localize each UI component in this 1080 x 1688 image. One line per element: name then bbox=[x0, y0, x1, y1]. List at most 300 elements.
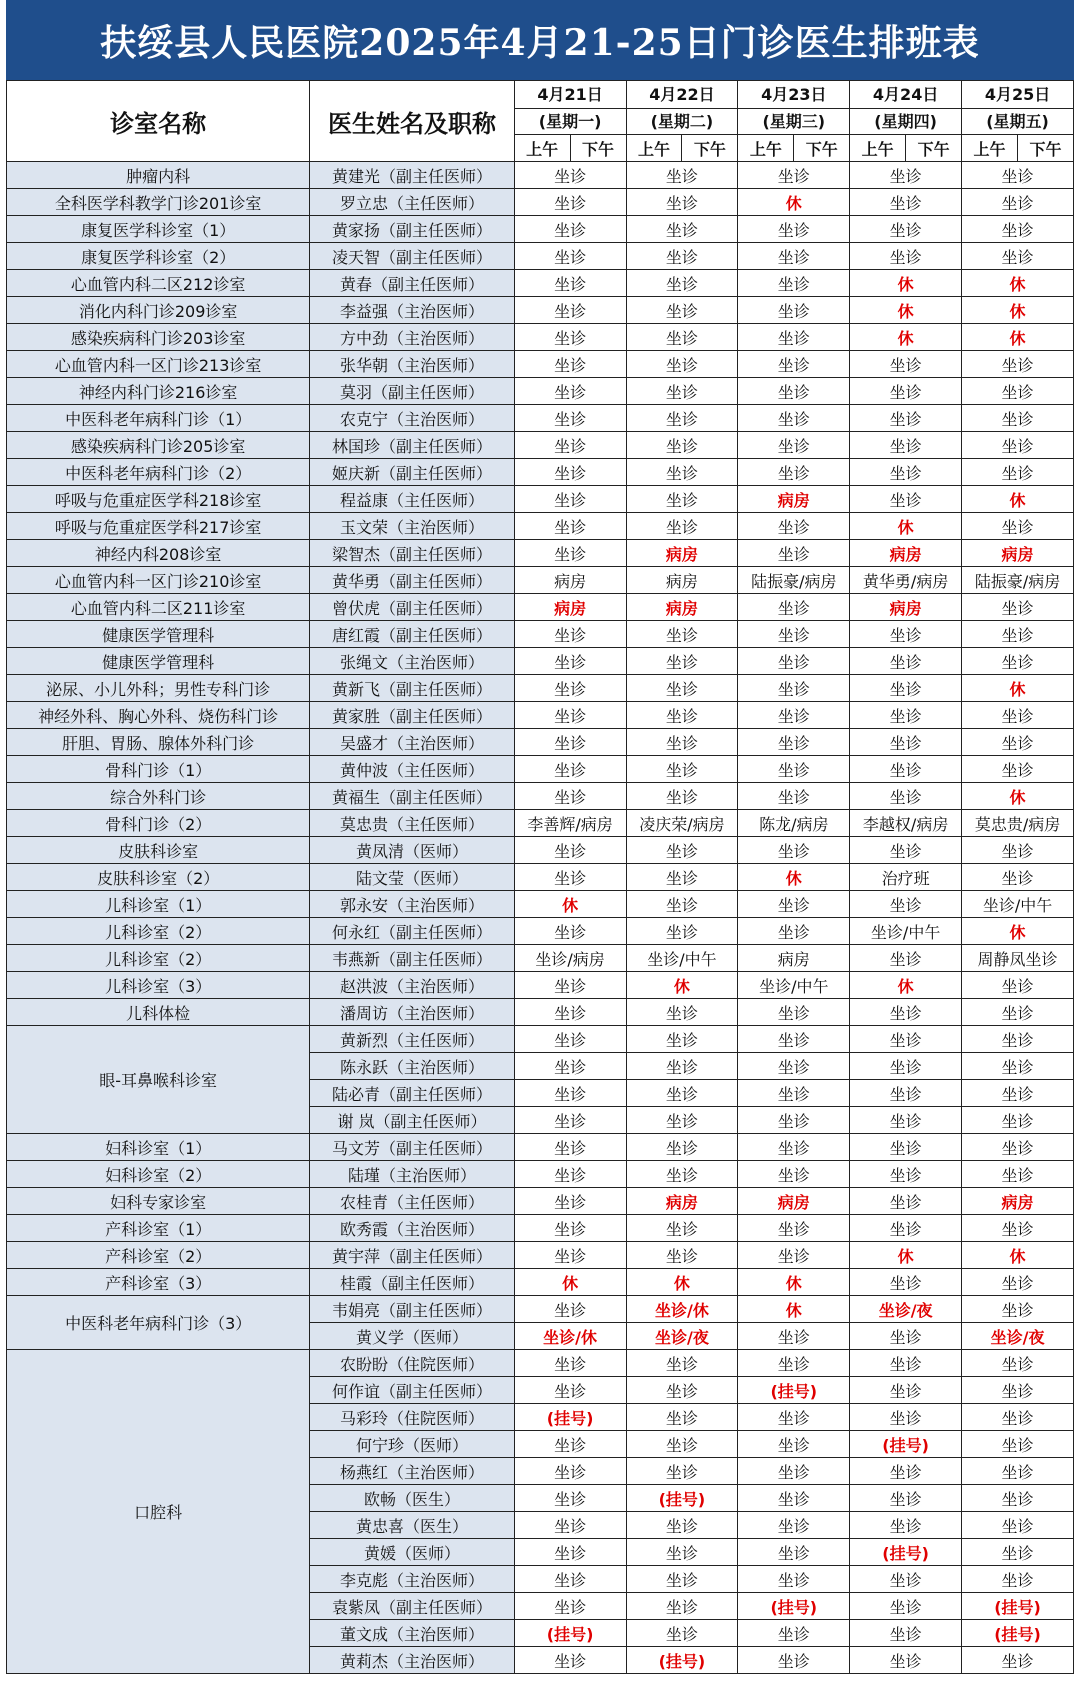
schedule-cell: 坐诊 bbox=[738, 216, 850, 243]
schedule-cell: 坐诊/中午 bbox=[626, 945, 738, 972]
doctor-cell: 杨燕红（主治医师） bbox=[310, 1458, 514, 1485]
doctor-cell: 陆瑾（主治医师） bbox=[310, 1161, 514, 1188]
schedule-cell: 坐诊 bbox=[626, 432, 738, 459]
schedule-cell: 坐诊 bbox=[626, 1593, 738, 1620]
table-row bbox=[7, 486, 1074, 513]
schedule-cell: 坐诊 bbox=[962, 729, 1074, 756]
schedule-cell: 坐诊 bbox=[626, 270, 738, 297]
schedule-cell: 坐诊 bbox=[738, 1566, 850, 1593]
schedule-cell: (挂号) bbox=[962, 1620, 1074, 1647]
schedule-cell: 坐诊 bbox=[738, 1647, 850, 1674]
schedule-cell: 坐诊 bbox=[514, 405, 626, 432]
schedule-cell: 坐诊/夜 bbox=[850, 1296, 962, 1323]
schedule-cell: 休 bbox=[626, 1269, 738, 1296]
schedule-cell: 坐诊 bbox=[850, 1566, 962, 1593]
schedule-cell: 坐诊 bbox=[514, 1134, 626, 1161]
schedule-cell: 坐诊 bbox=[514, 1566, 626, 1593]
table-row bbox=[7, 810, 1074, 837]
dept-cell: 中医科老年病科门诊（3） bbox=[7, 1296, 310, 1350]
doctor-cell: 黄春（副主任医师） bbox=[310, 270, 514, 297]
schedule-cell: 坐诊 bbox=[850, 1404, 962, 1431]
schedule-cell: 坐诊 bbox=[850, 1593, 962, 1620]
schedule-cell: 坐诊 bbox=[738, 999, 850, 1026]
schedule-cell: 坐诊/中午 bbox=[738, 972, 850, 999]
schedule-cell: 休 bbox=[962, 486, 1074, 513]
schedule-cell: 休 bbox=[962, 675, 1074, 702]
schedule-cell: 坐诊 bbox=[850, 1026, 962, 1053]
table-row bbox=[7, 891, 1074, 918]
doctor-cell: 黄宇萍（副主任医师） bbox=[310, 1242, 514, 1269]
table-row bbox=[7, 1188, 1074, 1215]
schedule-cell: 病房 bbox=[962, 1188, 1074, 1215]
schedule-cell: 坐诊 bbox=[514, 837, 626, 864]
day-weekday: (星期一) bbox=[514, 109, 626, 135]
doctor-cell: 罗立忠（主任医师） bbox=[310, 189, 514, 216]
schedule-cell: 坐诊 bbox=[850, 459, 962, 486]
schedule-cell: 休 bbox=[962, 297, 1074, 324]
schedule-cell: 坐诊/中午 bbox=[850, 918, 962, 945]
schedule-cell: 休 bbox=[738, 864, 850, 891]
schedule-cell: 坐诊 bbox=[626, 1161, 738, 1188]
doctor-cell: 李益强（主治医师） bbox=[310, 297, 514, 324]
schedule-cell: 坐诊 bbox=[738, 351, 850, 378]
doctor-cell: 黄媛（医师） bbox=[310, 1539, 514, 1566]
schedule-cell: 坐诊 bbox=[962, 405, 1074, 432]
day-date: 4月24日 bbox=[872, 85, 939, 104]
schedule-cell: 坐诊 bbox=[514, 621, 626, 648]
schedule-cell: 休 bbox=[962, 270, 1074, 297]
table-row bbox=[7, 1026, 1074, 1053]
doctor-cell: 农盼盼（住院医师） bbox=[310, 1350, 514, 1377]
pm-header: 下午 bbox=[906, 135, 962, 162]
schedule-cell: 坐诊 bbox=[514, 675, 626, 702]
schedule-cell: 坐诊 bbox=[514, 513, 626, 540]
table-row bbox=[7, 621, 1074, 648]
dept-cell: 产科诊室（1） bbox=[7, 1215, 310, 1242]
schedule-cell: 病房 bbox=[738, 945, 850, 972]
table-row bbox=[7, 702, 1074, 729]
schedule-cell: (挂号) bbox=[962, 1593, 1074, 1620]
doctor-cell: 黄新飞（副主任医师） bbox=[310, 675, 514, 702]
day-weekday: (星期二) bbox=[626, 109, 738, 135]
table-row bbox=[7, 432, 1074, 459]
table-row bbox=[7, 1350, 1074, 1377]
schedule-cell: 坐诊 bbox=[962, 1053, 1074, 1080]
schedule-cell: 坐诊 bbox=[738, 783, 850, 810]
dept-cell: 产科诊室（3） bbox=[7, 1269, 310, 1296]
schedule-cell: 坐诊 bbox=[850, 1269, 962, 1296]
schedule-cell: 坐诊 bbox=[626, 837, 738, 864]
schedule-cell: 坐诊 bbox=[514, 1242, 626, 1269]
doctor-column-header: 医生姓名及职称 bbox=[310, 81, 514, 162]
schedule-cell: 坐诊 bbox=[514, 189, 626, 216]
schedule-cell: 坐诊/休 bbox=[514, 1323, 626, 1350]
schedule-cell: 坐诊 bbox=[738, 594, 850, 621]
schedule-cell: 坐诊/休 bbox=[626, 1296, 738, 1323]
schedule-cell: 坐诊 bbox=[738, 540, 850, 567]
schedule-cell: 坐诊 bbox=[850, 756, 962, 783]
pm-header: 下午 bbox=[570, 135, 626, 162]
schedule-cell: 坐诊 bbox=[850, 648, 962, 675]
table-row bbox=[7, 648, 1074, 675]
schedule-cell: 休 bbox=[850, 972, 962, 999]
schedule-cell: 坐诊 bbox=[514, 1053, 626, 1080]
schedule-cell: 休 bbox=[962, 918, 1074, 945]
schedule-cell: 坐诊 bbox=[738, 837, 850, 864]
table-row bbox=[7, 297, 1074, 324]
schedule-cell: 坐诊 bbox=[514, 270, 626, 297]
schedule-cell: 病房 bbox=[962, 540, 1074, 567]
schedule-cell: 坐诊 bbox=[626, 756, 738, 783]
schedule-cell: 休 bbox=[962, 324, 1074, 351]
schedule-cell: 坐诊 bbox=[626, 702, 738, 729]
dept-cell: 妇科专家诊室 bbox=[7, 1188, 310, 1215]
schedule-cell: 坐诊 bbox=[514, 486, 626, 513]
table-row bbox=[7, 513, 1074, 540]
schedule-cell: 李越权/病房 bbox=[850, 810, 962, 837]
schedule-cell: 坐诊 bbox=[514, 459, 626, 486]
schedule-cell: 坐诊 bbox=[850, 1458, 962, 1485]
doctor-cell: 黄福生（副主任医师） bbox=[310, 783, 514, 810]
schedule-cell: 病房 bbox=[514, 594, 626, 621]
schedule-cell: 坐诊 bbox=[850, 783, 962, 810]
doctor-cell: 李克彪（主治医师） bbox=[310, 1566, 514, 1593]
doctor-cell: 何宁珍（医师） bbox=[310, 1431, 514, 1458]
dept-cell: 泌尿、小儿外科；男性专科门诊 bbox=[7, 675, 310, 702]
table-row bbox=[7, 945, 1074, 972]
schedule-cell: 坐诊/夜 bbox=[626, 1323, 738, 1350]
doctor-cell: 何作谊（副主任医师） bbox=[310, 1377, 514, 1404]
table-row bbox=[7, 270, 1074, 297]
table-row bbox=[7, 540, 1074, 567]
schedule-cell: 坐诊 bbox=[962, 513, 1074, 540]
doctor-cell: 林国珍（副主任医师） bbox=[310, 432, 514, 459]
schedule-cell: 李善辉/病房 bbox=[514, 810, 626, 837]
schedule-cell: 坐诊 bbox=[626, 1242, 738, 1269]
schedule-cell: 坐诊 bbox=[738, 1107, 850, 1134]
schedule-cell: 坐诊 bbox=[738, 1431, 850, 1458]
day-header bbox=[962, 81, 1074, 109]
schedule-cell: 坐诊 bbox=[850, 1647, 962, 1674]
schedule-cell: 坐诊 bbox=[738, 432, 850, 459]
doctor-cell: 欧秀霞（主治医师） bbox=[310, 1215, 514, 1242]
doctor-cell: 马彩玲（住院医师） bbox=[310, 1404, 514, 1431]
doctor-cell: 韦娟亮（副主任医师） bbox=[310, 1296, 514, 1323]
dept-cell: 骨科门诊（1） bbox=[7, 756, 310, 783]
schedule-cell: 坐诊 bbox=[850, 1350, 962, 1377]
schedule-cell: 坐诊 bbox=[626, 783, 738, 810]
schedule-cell: 坐诊 bbox=[626, 324, 738, 351]
dept-cell: 儿科诊室（3） bbox=[7, 972, 310, 999]
schedule-cell: 坐诊 bbox=[850, 243, 962, 270]
schedule-cell: 坐诊 bbox=[514, 783, 626, 810]
schedule-cell: 休 bbox=[738, 189, 850, 216]
schedule-cell: 坐诊 bbox=[962, 1458, 1074, 1485]
doctor-cell: 董文成（主治医师） bbox=[310, 1620, 514, 1647]
doctor-cell: 张华朝（主治医师） bbox=[310, 351, 514, 378]
dept-cell: 儿科诊室（1） bbox=[7, 891, 310, 918]
dept-cell: 神经内科208诊室 bbox=[7, 540, 310, 567]
schedule-cell: 坐诊/中午 bbox=[962, 891, 1074, 918]
doctor-cell: 欧畅（医生） bbox=[310, 1485, 514, 1512]
doctor-cell: 陈永跃（主治医师） bbox=[310, 1053, 514, 1080]
table-row bbox=[7, 1269, 1074, 1296]
schedule-cell: 坐诊 bbox=[514, 1377, 626, 1404]
dept-cell: 健康医学管理科 bbox=[7, 621, 310, 648]
schedule-cell: 坐诊 bbox=[962, 1566, 1074, 1593]
schedule-cell: 坐诊 bbox=[514, 1512, 626, 1539]
doctor-cell: 农克宁（主治医师） bbox=[310, 405, 514, 432]
schedule-cell: 坐诊 bbox=[850, 405, 962, 432]
schedule-cell: 黄华勇/病房 bbox=[850, 567, 962, 594]
schedule-cell: 坐诊 bbox=[962, 1431, 1074, 1458]
doctor-cell: 梁智杰（副主任医师） bbox=[310, 540, 514, 567]
day-header bbox=[514, 81, 626, 109]
schedule-cell: 坐诊 bbox=[962, 1080, 1074, 1107]
doctor-cell: 黄义学（医师） bbox=[310, 1323, 514, 1350]
doctor-cell: 韦燕新（副主任医师） bbox=[310, 945, 514, 972]
schedule-cell: 坐诊 bbox=[626, 1431, 738, 1458]
schedule-cell: 坐诊 bbox=[738, 378, 850, 405]
table-row bbox=[7, 1134, 1074, 1161]
schedule-cell: 坐诊 bbox=[738, 1161, 850, 1188]
schedule-cell: 坐诊 bbox=[626, 513, 738, 540]
schedule-cell: 坐诊 bbox=[626, 999, 738, 1026]
schedule-cell: 休 bbox=[850, 513, 962, 540]
schedule-cell: 坐诊 bbox=[514, 351, 626, 378]
doctor-cell: 唐红霞（副主任医师） bbox=[310, 621, 514, 648]
schedule-cell: 坐诊 bbox=[962, 1134, 1074, 1161]
schedule-cell: 坐诊 bbox=[514, 729, 626, 756]
schedule-cell: 坐诊 bbox=[962, 459, 1074, 486]
am-header: 上午 bbox=[738, 135, 794, 162]
schedule-cell: 坐诊 bbox=[626, 216, 738, 243]
schedule-cell: 坐诊 bbox=[962, 1377, 1074, 1404]
dept-cell: 神经内科门诊216诊室 bbox=[7, 378, 310, 405]
schedule-cell: 坐诊 bbox=[626, 1404, 738, 1431]
doctor-cell: 张绳文（主治医师） bbox=[310, 648, 514, 675]
dept-cell: 心血管内科一区门诊210诊室 bbox=[7, 567, 310, 594]
am-header: 上午 bbox=[514, 135, 570, 162]
schedule-cell: 坐诊 bbox=[962, 1296, 1074, 1323]
schedule-cell: (挂号) bbox=[626, 1647, 738, 1674]
schedule-cell: 坐诊 bbox=[738, 1539, 850, 1566]
schedule-cell: 坐诊 bbox=[962, 1026, 1074, 1053]
schedule-cell: 坐诊 bbox=[962, 702, 1074, 729]
schedule-cell: 坐诊 bbox=[850, 675, 962, 702]
doctor-cell: 程益康（主任医师） bbox=[310, 486, 514, 513]
schedule-cell: 陆振豪/病房 bbox=[738, 567, 850, 594]
dept-cell: 康复医学科诊室（1） bbox=[7, 216, 310, 243]
schedule-cell: 坐诊 bbox=[514, 1107, 626, 1134]
schedule-cell: 坐诊 bbox=[514, 702, 626, 729]
schedule-cell: 病房 bbox=[514, 567, 626, 594]
schedule-cell: 坐诊 bbox=[514, 1161, 626, 1188]
table-row bbox=[7, 351, 1074, 378]
schedule-cell: 坐诊 bbox=[626, 918, 738, 945]
schedule-cell: (挂号) bbox=[738, 1377, 850, 1404]
dept-cell: 中医科老年病科门诊（2） bbox=[7, 459, 310, 486]
schedule-cell: 坐诊 bbox=[962, 1215, 1074, 1242]
schedule-cell: 坐诊 bbox=[738, 1242, 850, 1269]
pm-header: 下午 bbox=[794, 135, 850, 162]
schedule-cell: 坐诊 bbox=[514, 297, 626, 324]
dept-cell: 呼吸与危重症医学科218诊室 bbox=[7, 486, 310, 513]
schedule-cell: 坐诊 bbox=[962, 1161, 1074, 1188]
dept-cell: 心血管内科一区门诊213诊室 bbox=[7, 351, 310, 378]
dept-cell: 神经外科、胸心外科、烧伤科门诊 bbox=[7, 702, 310, 729]
schedule-cell: 坐诊 bbox=[738, 1026, 850, 1053]
schedule-cell: 坐诊 bbox=[850, 1053, 962, 1080]
schedule-cell: 坐诊 bbox=[514, 432, 626, 459]
schedule-cell: 休 bbox=[738, 1296, 850, 1323]
schedule-cell: 坐诊 bbox=[626, 1026, 738, 1053]
schedule-cell: 坐诊 bbox=[514, 1188, 626, 1215]
schedule-cell: 坐诊 bbox=[850, 189, 962, 216]
table-row bbox=[7, 1296, 1074, 1323]
schedule-cell: 休 bbox=[626, 972, 738, 999]
schedule-table bbox=[6, 80, 1074, 1674]
table-row bbox=[7, 837, 1074, 864]
table-row bbox=[7, 459, 1074, 486]
doctor-cell: 马文芳（副主任医师） bbox=[310, 1134, 514, 1161]
schedule-cell: 病房 bbox=[626, 594, 738, 621]
schedule-cell: 休 bbox=[514, 1269, 626, 1296]
schedule-cell: 坐诊 bbox=[626, 1620, 738, 1647]
doctor-cell: 黄凤清（医师） bbox=[310, 837, 514, 864]
schedule-cell: 治疗班 bbox=[850, 864, 962, 891]
schedule-cell: 坐诊 bbox=[850, 1485, 962, 1512]
schedule-cell: 坐诊 bbox=[962, 378, 1074, 405]
schedule-cell: 坐诊 bbox=[850, 837, 962, 864]
schedule-cell: 坐诊/夜 bbox=[962, 1323, 1074, 1350]
dept-cell: 康复医学科诊室（2） bbox=[7, 243, 310, 270]
schedule-cell: 坐诊 bbox=[738, 1350, 850, 1377]
dept-cell: 感染疾病科门诊205诊室 bbox=[7, 432, 310, 459]
day-weekday: (星期三) bbox=[738, 109, 850, 135]
table-row bbox=[7, 216, 1074, 243]
schedule-cell: (挂号) bbox=[850, 1431, 962, 1458]
schedule-cell: (挂号) bbox=[626, 1485, 738, 1512]
am-header: 上午 bbox=[626, 135, 682, 162]
schedule-cell: 坐诊 bbox=[850, 351, 962, 378]
schedule-cell: 坐诊 bbox=[626, 1053, 738, 1080]
pm-header: 下午 bbox=[682, 135, 738, 162]
schedule-cell: 坐诊 bbox=[626, 405, 738, 432]
schedule-cell: 坐诊 bbox=[626, 1215, 738, 1242]
schedule-cell: 周静凤坐诊 bbox=[962, 945, 1074, 972]
schedule-cell: 坐诊 bbox=[514, 864, 626, 891]
schedule-cell: 坐诊 bbox=[738, 405, 850, 432]
schedule-cell: 坐诊 bbox=[626, 648, 738, 675]
schedule-cell: 坐诊 bbox=[962, 1404, 1074, 1431]
day-date: 4月21日 bbox=[537, 85, 603, 104]
schedule-cell: 坐诊 bbox=[626, 351, 738, 378]
dept-cell: 呼吸与危重症医学科217诊室 bbox=[7, 513, 310, 540]
doctor-cell: 黄仲波（主任医师） bbox=[310, 756, 514, 783]
dept-cell: 妇科诊室（1） bbox=[7, 1134, 310, 1161]
dept-cell: 肝胆、胃肠、腺体外科门诊 bbox=[7, 729, 310, 756]
schedule-cell: 休 bbox=[850, 297, 962, 324]
schedule-cell: 坐诊 bbox=[850, 1188, 962, 1215]
schedule-cell: 坐诊 bbox=[514, 648, 626, 675]
dept-cell: 产科诊室（2） bbox=[7, 1242, 310, 1269]
schedule-cell: 坐诊 bbox=[738, 1323, 850, 1350]
dept-cell: 综合外科门诊 bbox=[7, 783, 310, 810]
schedule-cell: 病房 bbox=[626, 540, 738, 567]
dept-cell: 心血管内科二区211诊室 bbox=[7, 594, 310, 621]
table-row bbox=[7, 162, 1074, 189]
schedule-cell: 坐诊 bbox=[626, 297, 738, 324]
dept-cell: 口腔科 bbox=[7, 1350, 310, 1674]
schedule-cell: 坐诊 bbox=[962, 1512, 1074, 1539]
schedule-cell: 坐诊 bbox=[626, 189, 738, 216]
schedule-cell: 病房 bbox=[738, 486, 850, 513]
dept-cell: 皮肤科诊室（2） bbox=[7, 864, 310, 891]
schedule-cell: 坐诊 bbox=[738, 1404, 850, 1431]
schedule-cell: 坐诊 bbox=[962, 999, 1074, 1026]
schedule-cell: 坐诊 bbox=[514, 540, 626, 567]
doctor-cell: 莫羽（副主任医师） bbox=[310, 378, 514, 405]
doctor-cell: 黄莉杰（主治医师） bbox=[310, 1647, 514, 1674]
doctor-cell: 农桂青（主任医师） bbox=[310, 1188, 514, 1215]
schedule-cell: 坐诊 bbox=[738, 270, 850, 297]
schedule-cell: 坐诊 bbox=[626, 1512, 738, 1539]
schedule-cell: 坐诊 bbox=[738, 621, 850, 648]
schedule-cell: 坐诊 bbox=[850, 378, 962, 405]
schedule-cell: 坐诊 bbox=[850, 162, 962, 189]
schedule-cell: 休 bbox=[514, 891, 626, 918]
schedule-cell: 坐诊 bbox=[850, 1377, 962, 1404]
schedule-cell: (挂号) bbox=[738, 1593, 850, 1620]
schedule-cell: 坐诊 bbox=[738, 162, 850, 189]
dept-cell: 皮肤科诊室 bbox=[7, 837, 310, 864]
table-row bbox=[7, 1242, 1074, 1269]
schedule-cell: 坐诊 bbox=[850, 1620, 962, 1647]
doctor-cell: 黄家扬（副主任医师） bbox=[310, 216, 514, 243]
schedule-cell: 坐诊 bbox=[962, 162, 1074, 189]
schedule-cell: 坐诊 bbox=[626, 243, 738, 270]
doctor-cell: 何永红（副主任医师） bbox=[310, 918, 514, 945]
schedule-cell: 坐诊 bbox=[514, 162, 626, 189]
schedule-cell: 坐诊 bbox=[626, 891, 738, 918]
schedule-cell: 坐诊 bbox=[514, 1296, 626, 1323]
schedule-cell: 坐诊 bbox=[738, 918, 850, 945]
doctor-cell: 黄华勇（副主任医师） bbox=[310, 567, 514, 594]
schedule-cell: 坐诊 bbox=[738, 1134, 850, 1161]
doctor-cell: 袁紫凤（副主任医师） bbox=[310, 1593, 514, 1620]
schedule-cell: 莫忠贵/病房 bbox=[962, 810, 1074, 837]
dept-cell: 全科医学科教学门诊201诊室 bbox=[7, 189, 310, 216]
schedule-cell: 坐诊 bbox=[738, 1215, 850, 1242]
am-header: 上午 bbox=[962, 135, 1018, 162]
day-header bbox=[626, 81, 738, 109]
schedule-cell: 坐诊 bbox=[514, 972, 626, 999]
table-row bbox=[7, 675, 1074, 702]
schedule-cell: 坐诊 bbox=[626, 162, 738, 189]
schedule-cell: 坐诊 bbox=[626, 1107, 738, 1134]
table-row bbox=[7, 594, 1074, 621]
schedule-cell: 坐诊 bbox=[738, 891, 850, 918]
schedule-cell: 坐诊 bbox=[738, 1080, 850, 1107]
table-row bbox=[7, 918, 1074, 945]
day-date: 4月22日 bbox=[649, 85, 715, 104]
schedule-cell: 坐诊 bbox=[850, 1107, 962, 1134]
doctor-cell: 郭永安（主治医师） bbox=[310, 891, 514, 918]
schedule-cell: 坐诊 bbox=[514, 1080, 626, 1107]
schedule-cell: 休 bbox=[850, 324, 962, 351]
doctor-cell: 姬庆新（副主任医师） bbox=[310, 459, 514, 486]
